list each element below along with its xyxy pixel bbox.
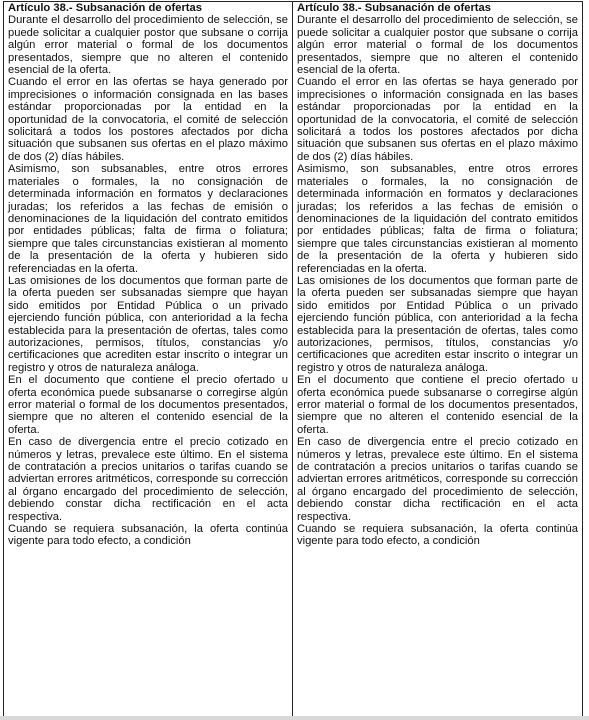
right-paragraph-1: Durante el desarrollo del procedimiento de selección, se puede solicitar a cualquier postor que subsane o corrija algún error material o formal de los documentos presentados, siempre que no alteren el contenido esencial de la oferta. xyxy=(297,14,578,77)
right-paragraph-6: En caso de divergencia entre el precio cotizado en números y letras, prevalece este último. En el sistema de contratación a precios unitarios o tarifas cuando se adviertan errores aritméticos, corresponde su corrección al órgano encargado del procedimiento de selección, debiendo constar dicha rectificación en el acta respectiva. xyxy=(297,436,578,523)
left-paragraph-7: Cuando se requiera subsanación, la oferta continúa vigente para todo efecto, a condición xyxy=(8,523,288,548)
left-paragraph-1: Durante el desarrollo del procedimiento de selección, se puede solicitar a cualquier postor que subsane o corrija algún error material o formal de los documentos presentados, siempre que no alteren el contenido esencial de la oferta. xyxy=(8,14,288,77)
right-paragraph-2: Cuando el error en las ofertas se haya generado por imprecisiones o información consignada en las bases estándar proporcionadas por la entidad en la oportunidad de la convocatoria, el comité de selección solicitará a todos los postores afectados por dicha situación que subsanen sus ofertas en el plazo máximo de dos (2) días hábiles. xyxy=(297,76,578,163)
left-paragraph-4: Las omisiones de los documentos que forman parte de la oferta pueden ser subsanadas siempre que hayan sido emitidos por Entidad Pública o un privado ejerciendo función pública, con anterioridad a la fecha establecida para la presentación de ofertas, tales como autorizaciones, permisos, títulos, constancias y/o certificaciones que acrediten estar inscrito o integrar un registro y otros de naturaleza análoga. xyxy=(8,274,288,374)
right-article-title: Artículo 38.- Subsanación de ofertas xyxy=(297,2,491,14)
left-column xyxy=(4,2,293,719)
right-paragraph-7: Cuando se requiera subsanación, la oferta continúa vigente para todo efecto, a condición xyxy=(297,523,578,548)
bottom-scroll-strip xyxy=(0,716,589,720)
right-paragraph-4: Las omisiones de los documentos que forman parte de la oferta pueden ser subsanadas siempre que hayan sido emitidos por Entidad Pública o un privado ejerciendo función pública, con anterioridad a la fecha establecida para la presentación de ofertas, tales como autorizaciones, permisos, títulos, constancias y/o certificaciones que acrediten estar inscrito o integrar un registro y otros de naturaleza análoga. xyxy=(297,274,578,374)
comparison-table xyxy=(3,1,583,720)
left-paragraph-3: Asimismo, son subsanables, entre otros errores materiales o formales, la no consignación de determinada información en formatos y declaraciones juradas; los referidos a las fechas de emisión o denominaciones de la liquidación del contrato emitidos por entidades públicas; falta de firma o foliatura; siempre que tales circunstancias existieran al momento de la presentación de la oferta y hubieren sido referenciadas en la oferta. xyxy=(8,163,288,275)
left-paragraph-6: En caso de divergencia entre el precio cotizado en números y letras, prevalece este último. En el sistema de contratación a precios unitarios o tarifas cuando se adviertan errores aritméticos, corresponde su corrección al órgano encargado del procedimiento de selección, debiendo constar dicha rectificación en el acta respectiva. xyxy=(8,436,288,523)
left-article-title: Artículo 38.- Subsanación de ofertas xyxy=(8,2,202,14)
left-paragraph-5: En el documento que contiene el precio ofertado u oferta económica puede subsanarse o corregirse algún error material o formal de los documentos presentados, siempre que no alteren el contenido esencial de la oferta. xyxy=(8,374,288,436)
right-paragraph-3: Asimismo, son subsanables, entre otros errores materiales o formales, la no consignación de determinada información en formatos y declaraciones juradas; los referidos a las fechas de emisión o denominaciones de la liquidación del contrato emitidos por entidades públicas; falta de firma o foliatura; siempre que tales circunstancias existieran al momento de la presentación de la oferta y hubieren sido referenciadas en la oferta. xyxy=(297,163,578,275)
right-paragraph-5: En el documento que contiene el precio ofertado u oferta económica puede subsanarse o corregirse algún error material o formal de los documentos presentados, siempre que no alteren el contenido esencial de la oferta. xyxy=(297,374,578,436)
right-column xyxy=(293,2,582,719)
left-paragraph-2: Cuando el error en las ofertas se haya generado por imprecisiones o información consignada en las bases estándar proporcionadas por la entidad en la oportunidad de la convocatoria, el comité de selección solicitará a todos los postores afectados por dicha situación que subsanen sus ofertas en el plazo máximo de dos (2) días hábiles. xyxy=(8,76,288,163)
